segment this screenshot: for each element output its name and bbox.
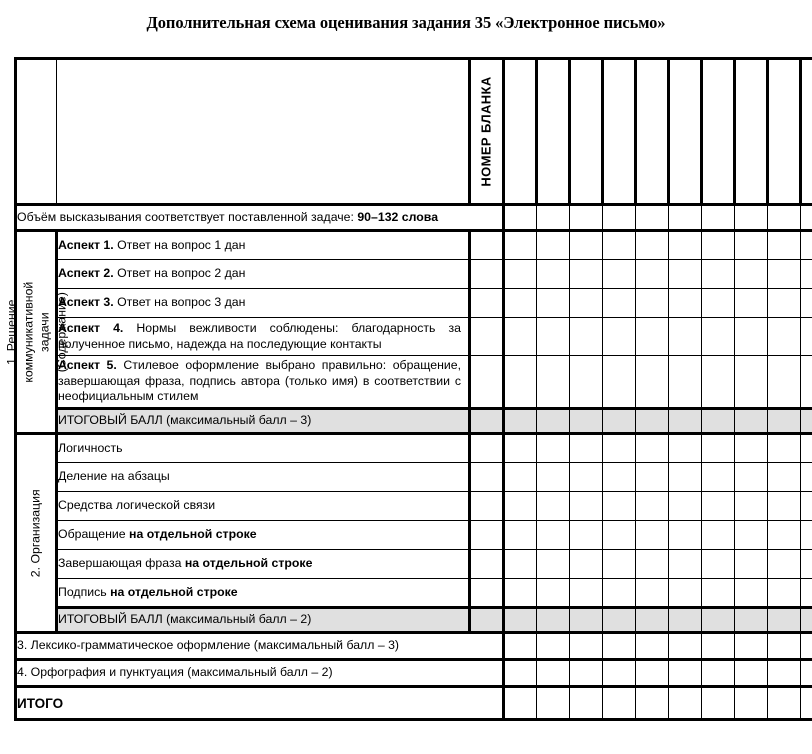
grand-total-score-10[interactable] [801, 687, 812, 720]
organization-4-blank-cell [470, 521, 504, 550]
grand-total-score-8[interactable] [735, 687, 768, 720]
aspect-4-score-9[interactable] [768, 318, 801, 356]
aspect-2-score-2[interactable] [537, 260, 570, 289]
header-data-cell-5[interactable] [636, 59, 669, 205]
organization-5-score-8[interactable] [735, 550, 768, 579]
grand-total-score-5[interactable] [636, 687, 669, 720]
grand-total-score-4[interactable] [603, 687, 636, 720]
section1-total-row [16, 409, 812, 434]
grand-total-score-7[interactable] [702, 687, 735, 720]
scoring-scheme-table-wrap [3, 57, 800, 721]
organization-1-score-3[interactable] [570, 434, 603, 463]
organization-4-score-3[interactable] [570, 521, 603, 550]
header-row [16, 59, 812, 205]
form-number-header-cell [470, 59, 504, 205]
organization-2-score-9[interactable] [768, 463, 801, 492]
aspect-2-bold: Аспект 2. [58, 266, 114, 281]
section1-total-score-9[interactable] [768, 409, 801, 434]
volume-data-cell-8[interactable] [735, 205, 768, 231]
aspect-2-score-1[interactable] [504, 260, 537, 289]
volume-text-plain: Объём высказывания соответствует поставленной задаче: [17, 209, 358, 224]
section2-total-label: ИТОГОВЫЙ БАЛЛ (максимальный балл – 2) [57, 608, 470, 633]
grand-total-score-9[interactable] [768, 687, 801, 720]
organization-5-bold: на отдельной строке [184, 556, 313, 571]
organization-4-score-9[interactable] [768, 521, 801, 550]
aspect-4-score-7[interactable] [702, 318, 735, 356]
aspect-2-rest: Ответ на вопрос 2 дан [113, 266, 246, 281]
organization-2-plain: Деление на абзацы [58, 469, 170, 484]
organization-5-score-1[interactable] [504, 550, 537, 579]
aspect-2-score-10[interactable] [801, 260, 812, 289]
organization-1-score-7[interactable] [702, 434, 735, 463]
criterion-4-score-10[interactable] [801, 660, 812, 687]
criterion-3-score-10[interactable] [801, 633, 812, 660]
criterion-3-score-5[interactable] [636, 633, 669, 660]
criterion-4-score-4[interactable] [603, 660, 636, 687]
aspect-row-4 [16, 318, 812, 356]
aspect-3-score-7[interactable] [702, 289, 735, 318]
grand-total-score-3[interactable] [570, 687, 603, 720]
section1-total-score-4[interactable] [603, 409, 636, 434]
aspect-3-score-1[interactable] [504, 289, 537, 318]
aspect-5-score-5[interactable] [636, 356, 669, 409]
header-data-cell-9[interactable] [768, 59, 801, 205]
aspect-3-score-5[interactable] [636, 289, 669, 318]
volume-label-cell [16, 205, 504, 231]
aspect-5-score-4[interactable] [603, 356, 636, 409]
aspect-3-bold: Аспект 3. [58, 295, 114, 310]
aspect-1-score-2[interactable] [537, 231, 570, 260]
organization-5-score-4[interactable] [603, 550, 636, 579]
organization-1-score-10[interactable] [801, 434, 812, 463]
aspect-2-score-7[interactable] [702, 260, 735, 289]
section1-vertical-label-cell [3, 231, 68, 434]
organization-4-score-7[interactable] [702, 521, 735, 550]
criterion-4-score-7[interactable] [702, 660, 735, 687]
criterion-4-score-3[interactable] [570, 660, 603, 687]
section2-total-row [16, 608, 812, 633]
section2-total-score-5[interactable] [636, 608, 669, 633]
aspect-5-score-10[interactable] [801, 356, 812, 409]
organization-3-score-4[interactable] [603, 492, 636, 521]
criterion-3-score-9[interactable] [768, 633, 801, 660]
aspect-5-score-6[interactable] [669, 356, 702, 409]
organization-2-score-8[interactable] [735, 463, 768, 492]
aspect-1-bold: Аспект 1. [58, 237, 114, 252]
section1-total-score-6[interactable] [669, 409, 702, 434]
organization-5-plain: Завершающая фраза [58, 556, 185, 571]
criterion-4-score-9[interactable] [768, 660, 801, 687]
organization-4-score-10[interactable] [801, 521, 812, 550]
volume-data-cell-10[interactable] [801, 205, 812, 231]
organization-6-score-8[interactable] [735, 579, 768, 608]
aspect-4-label [57, 318, 470, 356]
aspect-5-label [57, 356, 470, 409]
section2-total-score-6[interactable] [669, 608, 702, 633]
aspect-2-score-5[interactable] [636, 260, 669, 289]
organization-3-score-9[interactable] [768, 492, 801, 521]
organization-2-score-3[interactable] [570, 463, 603, 492]
aspect-4-score-4[interactable] [603, 318, 636, 356]
organization-5-blank-cell [470, 550, 504, 579]
aspect-row-1 [16, 231, 812, 260]
aspect-1-score-4[interactable] [603, 231, 636, 260]
aspect-1-score-9[interactable] [768, 231, 801, 260]
organization-6-plain: Подпись [58, 584, 111, 599]
organization-1-blank-cell [470, 434, 504, 463]
aspect-4-score-6[interactable] [669, 318, 702, 356]
organization-4-label [57, 521, 470, 550]
organization-5-score-7[interactable] [702, 550, 735, 579]
aspect-3-score-9[interactable] [768, 289, 801, 318]
aspect-3-label [57, 289, 470, 318]
organization-5-score-6[interactable] [669, 550, 702, 579]
aspect-2-score-3[interactable] [570, 260, 603, 289]
criterion-4-score-5[interactable] [636, 660, 669, 687]
organization-5-label [57, 550, 470, 579]
header-corner-main [57, 59, 470, 205]
section2-total-score-3[interactable] [570, 608, 603, 633]
organization-6-score-4[interactable] [603, 579, 636, 608]
aspect-1-rest: Ответ на вопрос 1 дан [113, 237, 246, 252]
organization-3-score-6[interactable] [669, 492, 702, 521]
criterion-3-score-2[interactable] [537, 633, 570, 660]
aspect-4-bold: Аспект 4. [58, 320, 124, 335]
aspect-2-label [57, 260, 470, 289]
organization-5-score-5[interactable] [636, 550, 669, 579]
organization-2-score-6[interactable] [669, 463, 702, 492]
aspect-4-score-8[interactable] [735, 318, 768, 356]
organization-3-label [57, 492, 470, 521]
organization-1-score-5[interactable] [636, 434, 669, 463]
aspect-2-score-4[interactable] [603, 260, 636, 289]
aspect-4-blank-cell [470, 318, 504, 356]
aspect-1-score-10[interactable] [801, 231, 812, 260]
volume-data-cell-4[interactable] [603, 205, 636, 231]
section1-vertical-label: 1. Решение коммуникативной задачи (Содержание) [3, 281, 68, 383]
aspect-3-score-2[interactable] [537, 289, 570, 318]
organization-1-score-6[interactable] [669, 434, 702, 463]
criterion-4-label: 4. Орфография и пунктуация (максимальный балл – 2) [16, 660, 504, 687]
organization-2-score-7[interactable] [702, 463, 735, 492]
organization-4-score-2[interactable] [537, 521, 570, 550]
organization-6-score-1[interactable] [504, 579, 537, 608]
organization-5-score-9[interactable] [768, 550, 801, 579]
aspect-3-rest: Ответ на вопрос 3 дан [113, 295, 246, 310]
organization-5-score-3[interactable] [570, 550, 603, 579]
section2-total-score-4[interactable] [603, 608, 636, 633]
volume-data-cell-6[interactable] [669, 205, 702, 231]
aspect-2-score-6[interactable] [669, 260, 702, 289]
organization-row-6 [16, 579, 812, 608]
organization-4-bold: на отдельной строке [129, 527, 257, 542]
organization-3-score-1[interactable] [504, 492, 537, 521]
aspect-1-score-8[interactable] [735, 231, 768, 260]
aspect-4-score-3[interactable] [570, 318, 603, 356]
section2-total-score-10[interactable] [801, 608, 812, 633]
organization-row-1 [16, 434, 812, 463]
organization-4-score-4[interactable] [603, 521, 636, 550]
section1-total-score-2[interactable] [537, 409, 570, 434]
section2-total-score-1[interactable] [504, 608, 537, 633]
organization-6-score-7[interactable] [702, 579, 735, 608]
volume-data-cell-9[interactable] [768, 205, 801, 231]
organization-1-label [57, 434, 470, 463]
organization-3-score-8[interactable] [735, 492, 768, 521]
organization-4-plain: Обращение [58, 527, 130, 542]
organization-6-score-10[interactable] [801, 579, 812, 608]
aspect-1-score-7[interactable] [702, 231, 735, 260]
organization-6-score-6[interactable] [669, 579, 702, 608]
section1-total-score-7[interactable] [702, 409, 735, 434]
aspect-5-rest: Стилевое оформление выбрано правильно: обращение, завершающая фраза, подпись автора (только имя) в соответствии с неофициальным стилем [58, 357, 461, 404]
organization-2-score-10[interactable] [801, 463, 812, 492]
aspect-1-blank-cell [470, 231, 504, 260]
criterion-row-4 [16, 660, 812, 687]
criterion-3-score-3[interactable] [570, 633, 603, 660]
organization-3-score-10[interactable] [801, 492, 812, 521]
organization-1-plain: Логичность [58, 440, 123, 455]
aspect-2-score-9[interactable] [768, 260, 801, 289]
section1-total-blank-cell [470, 409, 504, 434]
organization-1-score-8[interactable] [735, 434, 768, 463]
criterion-4-score-1[interactable] [504, 660, 537, 687]
volume-data-cell-3[interactable] [570, 205, 603, 231]
aspect-5-score-8[interactable] [735, 356, 768, 409]
organization-5-score-10[interactable] [801, 550, 812, 579]
page-title: Дополнительная схема оценивания задания 35 «Электронное письмо» [146, 13, 666, 32]
organization-3-blank-cell [470, 492, 504, 521]
criterion-3-score-8[interactable] [735, 633, 768, 660]
organization-4-score-5[interactable] [636, 521, 669, 550]
aspect-5-score-3[interactable] [570, 356, 603, 409]
organization-row-3 [16, 492, 812, 521]
volume-data-cell-2[interactable] [537, 205, 570, 231]
organization-6-score-5[interactable] [636, 579, 669, 608]
aspect-2-blank-cell [470, 260, 504, 289]
section2-total-score-9[interactable] [768, 608, 801, 633]
organization-row-2 [16, 463, 812, 492]
header-data-cell-7[interactable] [702, 59, 735, 205]
criterion-row-3 [16, 633, 812, 660]
organization-6-score-3[interactable] [570, 579, 603, 608]
organization-6-label [57, 579, 470, 608]
section2-vertical-label-cell [16, 434, 57, 633]
aspect-4-score-5[interactable] [636, 318, 669, 356]
section1-total-score-5[interactable] [636, 409, 669, 434]
header-corner-left [16, 59, 57, 205]
aspect-1-score-5[interactable] [636, 231, 669, 260]
organization-2-score-5[interactable] [636, 463, 669, 492]
organization-1-score-9[interactable] [768, 434, 801, 463]
aspect-4-score-1[interactable] [504, 318, 537, 356]
grand-total-score-6[interactable] [669, 687, 702, 720]
section1-total-score-8[interactable] [735, 409, 768, 434]
aspect-5-score-1[interactable] [504, 356, 537, 409]
aspect-1-score-3[interactable] [570, 231, 603, 260]
aspect-2-score-8[interactable] [735, 260, 768, 289]
section2-total-score-7[interactable] [702, 608, 735, 633]
organization-6-bold: на отдельной строке [110, 584, 238, 599]
organization-3-score-2[interactable] [537, 492, 570, 521]
criterion-3-score-1[interactable] [504, 633, 537, 660]
header-data-cell-1[interactable] [504, 59, 537, 205]
organization-row-5 [16, 550, 812, 579]
header-data-cell-8[interactable] [735, 59, 768, 205]
organization-2-score-1[interactable] [504, 463, 537, 492]
section2-total-score-2[interactable] [537, 608, 570, 633]
organization-2-score-2[interactable] [537, 463, 570, 492]
section2-vertical-label: 2. Организация [28, 489, 43, 577]
organization-6-score-9[interactable] [768, 579, 801, 608]
aspect-4-score-10[interactable] [801, 318, 812, 356]
aspect-1-label [57, 231, 470, 260]
section2-total-blank-cell [470, 608, 504, 633]
volume-row [16, 205, 812, 231]
organization-5-score-2[interactable] [537, 550, 570, 579]
aspect-3-score-3[interactable] [570, 289, 603, 318]
aspect-row-3 [16, 289, 812, 318]
criterion-4-score-6[interactable] [669, 660, 702, 687]
organization-3-score-5[interactable] [636, 492, 669, 521]
organization-row-4 [16, 521, 812, 550]
header-data-cell-10[interactable] [801, 59, 812, 205]
section1-total-score-3[interactable] [570, 409, 603, 434]
aspect-row-2 [16, 260, 812, 289]
organization-6-score-2[interactable] [537, 579, 570, 608]
aspect-3-blank-cell [470, 289, 504, 318]
section2-total-score-8[interactable] [735, 608, 768, 633]
aspect-5-bold: Аспект 5. [58, 357, 117, 372]
aspect-4-score-2[interactable] [537, 318, 570, 356]
header-data-cell-2[interactable] [537, 59, 570, 205]
header-data-cell-4[interactable] [603, 59, 636, 205]
header-data-cell-6[interactable] [669, 59, 702, 205]
aspect-5-blank-cell [470, 356, 504, 409]
volume-data-cell-7[interactable] [702, 205, 735, 231]
aspect-1-score-1[interactable] [504, 231, 537, 260]
aspect-3-score-10[interactable] [801, 289, 812, 318]
criterion-3-score-7[interactable] [702, 633, 735, 660]
organization-6-blank-cell [470, 579, 504, 608]
grand-total-label: ИТОГО [16, 687, 504, 720]
criterion-4-score-2[interactable] [537, 660, 570, 687]
volume-data-cell-5[interactable] [636, 205, 669, 231]
section1-total-label: ИТОГОВЫЙ БАЛЛ (максимальный балл – 3) [57, 409, 470, 434]
criterion-4-score-8[interactable] [735, 660, 768, 687]
section1-total-score-1[interactable] [504, 409, 537, 434]
aspect-5-score-9[interactable] [768, 356, 801, 409]
organization-4-score-1[interactable] [504, 521, 537, 550]
grand-total-row [16, 687, 812, 720]
volume-text-bold: 90–132 слова [357, 209, 439, 224]
aspect-row-5 [16, 356, 812, 409]
organization-4-score-8[interactable] [735, 521, 768, 550]
form-number-label: НОМЕР БЛАНКА [479, 76, 495, 187]
organization-1-score-2[interactable] [537, 434, 570, 463]
criterion-3-label: 3. Лексико-грамматическое оформление (максимальный балл – 3) [16, 633, 504, 660]
section1-total-score-10[interactable] [801, 409, 812, 434]
criterion-3-score-4[interactable] [603, 633, 636, 660]
aspect-5-score-7[interactable] [702, 356, 735, 409]
header-data-cell-3[interactable] [570, 59, 603, 205]
grand-total-score-2[interactable] [537, 687, 570, 720]
aspect-3-score-4[interactable] [603, 289, 636, 318]
section2-rot-wrap [17, 435, 55, 631]
organization-4-score-6[interactable] [669, 521, 702, 550]
form-number-rot-wrap [471, 60, 502, 203]
organization-2-score-4[interactable] [603, 463, 636, 492]
organization-1-score-4[interactable] [603, 434, 636, 463]
organization-3-score-7[interactable] [702, 492, 735, 521]
scoring-scheme-table [3, 57, 812, 721]
volume-data-cell-1[interactable] [504, 205, 537, 231]
scheme-body [3, 59, 812, 720]
aspect-5-score-2[interactable] [537, 356, 570, 409]
aspect-3-score-6[interactable] [669, 289, 702, 318]
aspect-3-score-8[interactable] [735, 289, 768, 318]
organization-1-score-1[interactable] [504, 434, 537, 463]
criterion-3-score-6[interactable] [669, 633, 702, 660]
organization-3-plain: Средства логической связи [58, 498, 216, 513]
aspect-1-score-6[interactable] [669, 231, 702, 260]
grand-total-score-1[interactable] [504, 687, 537, 720]
aspect-4-rest: Нормы вежливости соблюдены: благодарность за полученное письмо, надежда на последующие контакты [58, 320, 461, 351]
organization-3-score-3[interactable] [570, 492, 603, 521]
section1-rot-wrap [3, 232, 68, 432]
organization-2-blank-cell [470, 463, 504, 492]
organization-2-label [57, 463, 470, 492]
